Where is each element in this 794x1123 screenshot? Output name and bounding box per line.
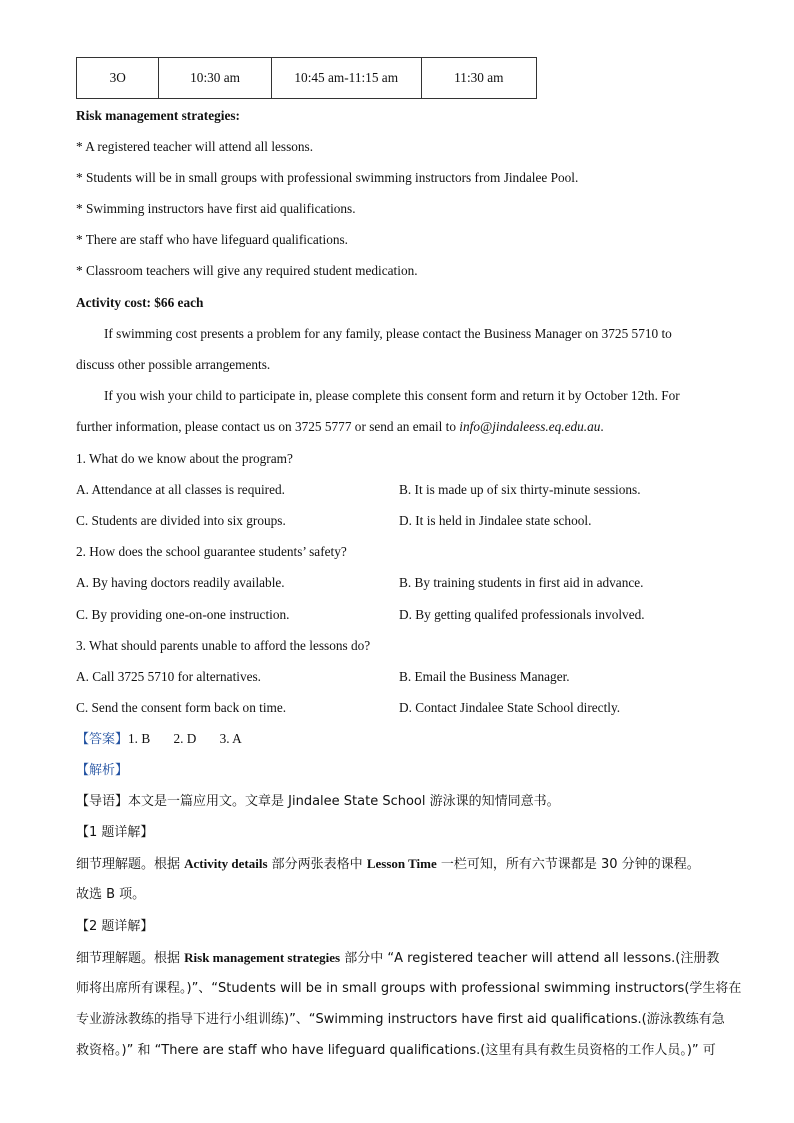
risk-item: * Swimming instructors have first aid qualifications. [76,201,356,216]
q2-detail-line [76,949,719,968]
cost-heading: Activity cost: $66 each [76,295,204,310]
risk-item: * Students will be in small groups with professional swimming instructors from Jindalee Pool. [76,170,579,185]
table-row [77,58,537,99]
risk-item: * A registered teacher will attend all lessons. [76,139,314,154]
option-2d: D. By getting qualifed professionals involved. [399,607,645,622]
option-3a: A. Call 3725 5710 for alternatives. [76,669,262,684]
option-2c: C. By providing one-on-one instruction. [76,607,290,622]
q1-bold-section: Activity details [184,856,268,871]
risk-item: * Classroom teachers will give any required student medication. [76,263,418,278]
q1-bold-column: Lesson Time [366,856,437,871]
answer-label: 【答案】 [76,732,129,747]
answer-line [76,730,242,749]
table-cell-lesson-time: 10:45 am-11:15 am [271,58,421,99]
email-address: info@jindaleess.eq.edu.au [459,419,601,434]
q2-detail-line: 救资格。)” 和 “There are staff who have lifeguard qualifications.(这里有具有救生员资格的工作人员。)” 可 [76,1043,716,1058]
q1-text: 细节理解题。根据 [76,857,185,872]
q2-text: 细节理解题。根据 [76,951,185,966]
option-2a: A. By having doctors readily available. [76,575,285,590]
q1-detail-line [76,855,700,874]
question-1: 1. What do we know about the program? [76,451,293,466]
table-cell-departure: 11:30 am [421,58,536,99]
schedule-table [76,57,537,99]
consent-paragraph-line [76,418,604,436]
option-3b: B. Email the Business Manager. [399,669,570,684]
consent-paragraph-line: If you wish your child to participate in, please complete this consent form and return it by October 12th. For [104,388,680,403]
question-2: 2. How does the school guarantee students’ safety? [76,544,347,559]
q1-detail-conclusion: 故选 B 项。 [76,887,146,902]
answer-values: 1. B 2. D 3. A [128,731,242,746]
q2-detail-line: 师将出席所有课程。)”、“Students will be in small groups with professional swimming instructors(学生将在 [76,981,742,996]
q2-detail-label: 【2 题详解】 [76,919,154,934]
option-1d: D. It is held in Jindalee state school. [399,513,592,528]
q1-text: 部分两张表格中 [267,857,367,872]
analysis-intro: 【导语】本文是一篇应用文。文章是 Jindalee State School 游泳课的知情同意书。 [76,794,560,809]
risk-heading: Risk management strategies: [76,108,240,123]
table-cell-arrival: 10:30 am [159,58,271,99]
analysis-label: 【解析】 [76,763,129,778]
option-1b: B. It is made up of six thirty-minute sessions. [399,482,641,497]
q2-text: 部分中 “A registered teacher will attend all lessons.(注册教 [340,951,720,966]
option-3c: C. Send the consent form back on time. [76,700,287,715]
q1-text: 一栏可知，所有六节课都是 30 分钟的课程。 [436,857,700,872]
contact-text: further information, please contact us on 3725 5777 or send an email to [76,419,460,434]
option-1a: A. Attendance at all classes is required. [76,482,285,497]
cost-paragraph-line: discuss other possible arrangements. [76,357,271,372]
risk-item: * There are staff who have lifeguard qualifications. [76,232,348,247]
option-3d: D. Contact Jindalee State School directly. [399,700,621,715]
q2-bold-section: Risk management strategies [184,950,341,965]
table-cell-class: 3O [77,58,159,99]
q1-detail-label: 【1 题详解】 [76,825,154,840]
option-2b: B. By training students in first aid in advance. [399,575,644,590]
option-1c: C. Students are divided into six groups. [76,513,286,528]
period: . [600,419,604,434]
q2-detail-line: 专业游泳教练的指导下进行小组训练)”、“Swimming instructors have first aid qualifications.(游泳教练有急 [76,1012,725,1027]
cost-paragraph-line: If swimming cost presents a problem for any family, please contact the Business Manager on 3725 5710 to [104,326,672,341]
question-3: 3. What should parents unable to afford the lessons do? [76,638,371,653]
